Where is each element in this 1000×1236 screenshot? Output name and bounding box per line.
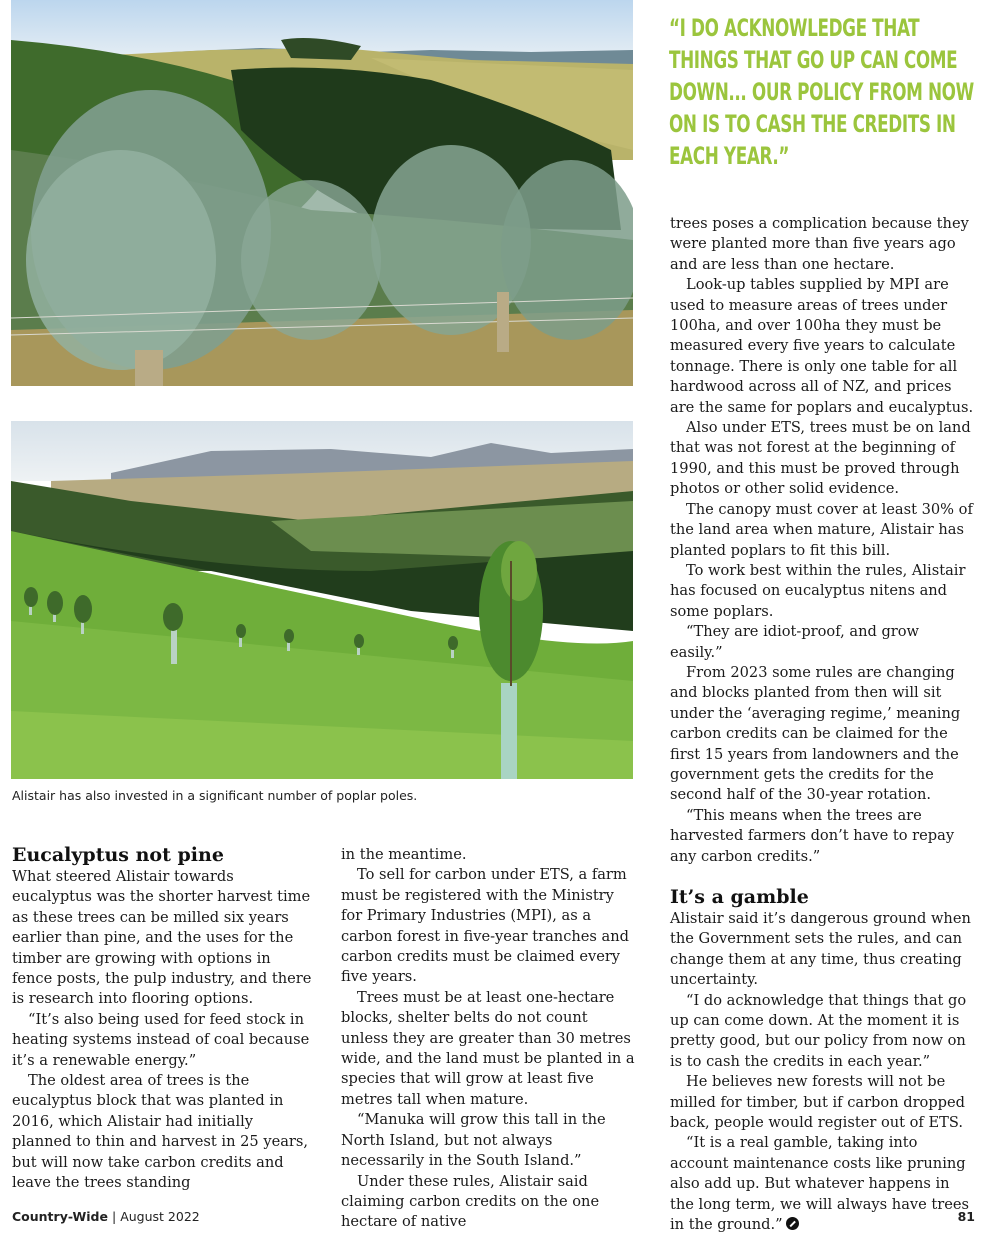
body-paragraph: “They are idiot-proof, and grow easily.” bbox=[670, 623, 920, 661]
pull-quote: “I DO ACKNOWLEDGE THAT THINGS THAT GO UP CAN COME DOWN... OUR POLICY FROM NOW ON IS TO CASH THE CREDITS IN EACH YEAR.” bbox=[669, 14, 974, 170]
page-number: 81 bbox=[957, 1209, 975, 1224]
body-paragraph: in the meantime. bbox=[341, 846, 467, 863]
body-paragraph: Alistair said it’s dangerous ground when the Government sets the rules, and can change them at any time, thus creating uncertainty. bbox=[670, 910, 971, 989]
body-paragraph: From 2023 some rules are changing and blocks planted from then will sit under the ‘averaging regime,’ meaning carbon credits can be claimed for the first 15 years from landowners and the government gets the credits for the second half of the 30-year rotation. bbox=[670, 663, 961, 804]
eucalyptus-hillside-photo bbox=[11, 0, 633, 386]
right-column bbox=[670, 214, 975, 1236]
footer-separator: | bbox=[111, 1209, 117, 1224]
body-paragraph: “This means when the trees are harvested farmers don’t have to repay any carbon credits.” bbox=[670, 806, 955, 865]
middle-column bbox=[341, 845, 639, 1233]
section-heading-eucalyptus: Eucalyptus not pine bbox=[12, 844, 224, 866]
photo-caption: Alistair has also invested in a significant number of poplar poles. bbox=[12, 788, 418, 803]
poplar-poles-photo bbox=[11, 421, 633, 779]
body-paragraph: What steered Alistair towards eucalyptus was the shorter harvest time as these trees can be milled six years earlier than pine, and the uses for the timber are growing with options in fence posts, the pulp industry, and there is research into flooring options. bbox=[12, 868, 312, 1008]
body-paragraph: Under these rules, Alistair said claiming carbon credits on the one hectare of native bbox=[341, 1172, 600, 1231]
body-paragraph: trees poses a complication because they were planted more than five years ago and are less than one hectare. bbox=[670, 215, 969, 273]
body-paragraph: Trees must be at least one-hectare blocks, shelter belts do not count unless they are greater than 30 metres wide, and the land must be planted in a species that will grow at least five metres tall when mature. bbox=[341, 988, 635, 1108]
page-footer bbox=[12, 1209, 975, 1224]
left-column bbox=[12, 843, 312, 1194]
magazine-name: Country-Wide bbox=[12, 1209, 108, 1224]
section-heading-gamble: It’s a gamble bbox=[670, 886, 809, 908]
body-paragraph: To work best within the rules, Alistair has focused on eucalyptus nitens and some poplars. bbox=[670, 561, 966, 620]
body-paragraph: To sell for carbon under ETS, a farm must be registered with the Ministry for Primary Industries (MPI), as a carbon forest in five-year tranches and carbon credits must be claimed every five years. bbox=[341, 866, 629, 986]
issue-date: August 2022 bbox=[120, 1209, 200, 1224]
body-paragraph: The oldest area of trees is the eucalyptus block that was planted in 2016, which Alistair had initially planned to thin and harvest in 25 years, but will now take carbon credits and leave the trees standing bbox=[12, 1072, 309, 1192]
final-paragraph-text: “It is a real gamble, taking into account maintenance costs like pruning also add up. But whatever happens in the long term, we will always have trees in the ground.” bbox=[670, 1134, 970, 1234]
body-paragraph: He believes new forests will not be milled for timber, but if carbon dropped back, people would register out of ETS. bbox=[670, 1073, 965, 1132]
body-paragraph: The canopy must cover at least 30% of the land area when mature, Alistair has planted poplars to fit this bill. bbox=[670, 500, 973, 559]
body-paragraph: Also under ETS, trees must be on land that was not forest at the beginning of 1990, and this must be proved through photos or other solid evidence. bbox=[670, 419, 971, 498]
body-paragraph: “I do acknowledge that things that go up can come down. At the moment it is pretty good, but our policy from now on is to cash the credits in each year.” bbox=[670, 991, 967, 1070]
body-paragraph: “It’s also being used for feed stock in heating systems instead of coal because it’s a renewable energy.” bbox=[12, 1010, 310, 1069]
body-paragraph: “Manuka will grow this tall in the North Island, but not always necessarily in the South Island.” bbox=[341, 1111, 606, 1170]
body-paragraph: Look-up tables supplied by MPI are used to measure areas of trees under 100ha, and over 100ha they must be measured every five years to calculate tonnage. There is only one table for all hardwood across all of NZ, and prices are the same for poplars and eucalyptus. bbox=[670, 276, 974, 416]
